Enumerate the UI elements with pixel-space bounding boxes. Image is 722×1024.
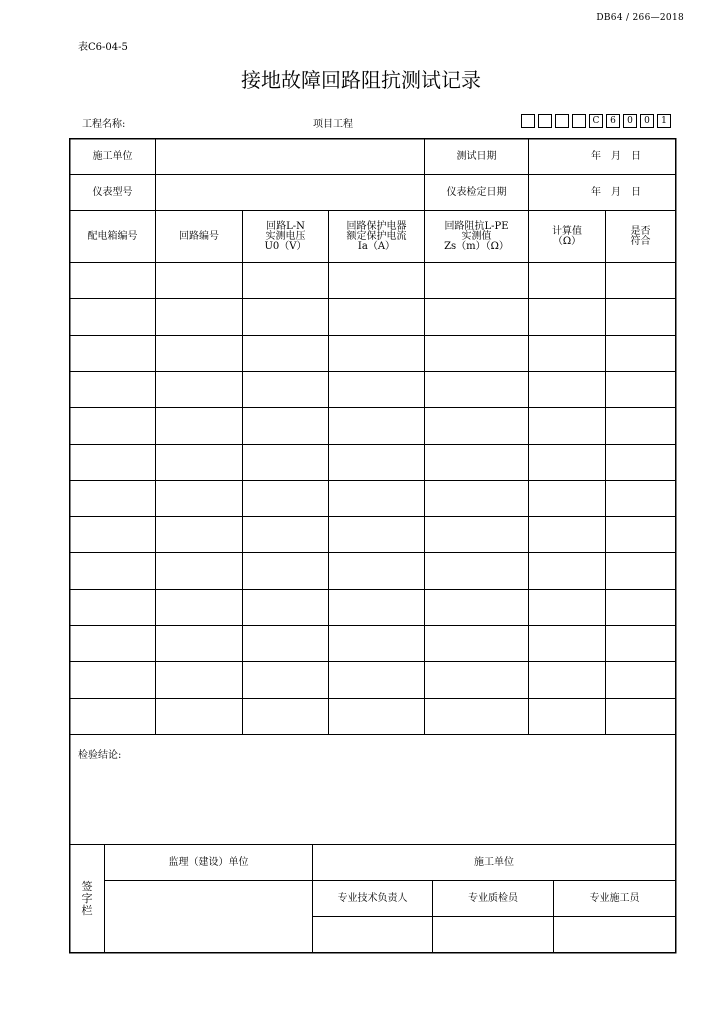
table-cell[interactable] xyxy=(529,626,605,661)
table-cell[interactable] xyxy=(329,699,424,734)
table-cell[interactable] xyxy=(529,662,605,697)
table-cell[interactable] xyxy=(156,299,242,334)
instrument-model-field[interactable] xyxy=(156,175,424,210)
table-cell[interactable] xyxy=(156,626,242,661)
quality-inspector-label: 专业质检员 xyxy=(468,893,518,904)
table-cell[interactable] xyxy=(243,699,328,734)
construction-worker-label: 专业施工员 xyxy=(589,893,640,904)
table-cell[interactable] xyxy=(70,445,155,480)
quality-inspector-signature[interactable] xyxy=(433,917,553,952)
table-cell[interactable] xyxy=(243,408,328,443)
table-cell[interactable] xyxy=(70,626,155,661)
table-cell[interactable] xyxy=(70,517,155,552)
project-name-label: 工程名称: xyxy=(82,119,126,130)
table-cell[interactable] xyxy=(529,590,605,625)
table-cell[interactable] xyxy=(529,372,605,407)
construction-unit-field[interactable] xyxy=(156,139,424,174)
table-cell[interactable] xyxy=(425,553,528,588)
table-cell[interactable] xyxy=(243,263,328,298)
table-cell[interactable] xyxy=(329,590,424,625)
table-cell[interactable] xyxy=(243,553,328,588)
table-cell[interactable] xyxy=(425,445,528,480)
table-cell[interactable] xyxy=(529,299,605,334)
table-cell[interactable] xyxy=(156,263,242,298)
table-cell[interactable] xyxy=(329,299,424,334)
table-cell[interactable] xyxy=(243,336,328,371)
table-cell[interactable] xyxy=(329,263,424,298)
code-box[interactable]: 0 xyxy=(640,114,654,128)
table-cell[interactable] xyxy=(243,662,328,697)
table-cell[interactable] xyxy=(243,517,328,552)
table-cell[interactable] xyxy=(329,662,424,697)
table-cell[interactable] xyxy=(70,699,155,734)
table-cell[interactable] xyxy=(425,481,528,516)
construction-unit-sign-label: 施工单位 xyxy=(474,857,514,868)
table-cell[interactable] xyxy=(425,699,528,734)
table-cell[interactable] xyxy=(529,553,605,588)
table-cell[interactable] xyxy=(156,336,242,371)
construction-unit-label: 施工单位 xyxy=(92,151,133,162)
table-cell[interactable] xyxy=(606,699,675,734)
table-cell[interactable] xyxy=(529,699,605,734)
table-cell[interactable] xyxy=(529,263,605,298)
table-cell[interactable] xyxy=(70,481,155,516)
table-cell[interactable] xyxy=(425,408,528,443)
table-cell[interactable] xyxy=(156,590,242,625)
technical-lead-label: 专业技术负责人 xyxy=(337,893,408,904)
table-cell[interactable] xyxy=(70,263,155,298)
table-cell[interactable] xyxy=(156,372,242,407)
table-cell[interactable] xyxy=(156,408,242,443)
supervision-unit-label: 监理（建设）单位 xyxy=(168,857,249,868)
table-cell[interactable] xyxy=(70,590,155,625)
table-cell[interactable] xyxy=(329,517,424,552)
table-cell[interactable] xyxy=(243,445,328,480)
test-date-label: 测试日期 xyxy=(456,151,497,162)
col-header-protection-current: 回路保护电器 额定保护电流 Ia（A） xyxy=(346,220,407,252)
code-box[interactable]: 0 xyxy=(623,114,637,128)
table-cell[interactable] xyxy=(156,445,242,480)
form-number: 表C6-04-5 xyxy=(78,42,128,53)
col-header-compliant: 是否 符合 xyxy=(630,225,651,247)
table-cell[interactable] xyxy=(70,553,155,588)
table-cell[interactable] xyxy=(606,590,675,625)
table-cell[interactable] xyxy=(606,481,675,516)
table-cell[interactable] xyxy=(606,336,675,371)
table-cell[interactable] xyxy=(425,626,528,661)
table-cell[interactable] xyxy=(606,372,675,407)
conclusion-label: 检验结论: xyxy=(78,750,122,761)
table-cell[interactable] xyxy=(329,372,424,407)
test-date-field[interactable]: 年 月 日 xyxy=(591,151,641,162)
table-cell[interactable] xyxy=(529,517,605,552)
supervision-signature-field[interactable] xyxy=(105,881,312,952)
table-cell[interactable] xyxy=(329,481,424,516)
table-cell[interactable] xyxy=(156,517,242,552)
table-cell[interactable] xyxy=(329,445,424,480)
table-cell[interactable] xyxy=(156,481,242,516)
table-cell[interactable] xyxy=(243,590,328,625)
code-box[interactable]: 6 xyxy=(606,114,620,128)
table-cell[interactable] xyxy=(425,372,528,407)
code-box[interactable]: 1 xyxy=(657,114,671,128)
table-cell[interactable] xyxy=(529,445,605,480)
table-cell[interactable] xyxy=(70,299,155,334)
technical-lead-signature[interactable] xyxy=(313,917,432,952)
col-header-ln-voltage: 回路L-N 实测电压 U0（V） xyxy=(264,220,307,252)
table-cell[interactable] xyxy=(606,662,675,697)
table-cell[interactable] xyxy=(606,263,675,298)
table-cell[interactable] xyxy=(529,408,605,443)
standard-code: DB64 / 266—2018 xyxy=(596,13,684,23)
table-cell[interactable] xyxy=(425,590,528,625)
table-cell[interactable] xyxy=(425,517,528,552)
table-cell[interactable] xyxy=(529,336,605,371)
table-cell[interactable] xyxy=(329,336,424,371)
table-cell[interactable] xyxy=(329,553,424,588)
construction-worker-signature[interactable] xyxy=(554,917,675,952)
calibration-date-field[interactable]: 年 月 日 xyxy=(591,187,641,198)
table-cell[interactable] xyxy=(243,299,328,334)
conclusion-field[interactable] xyxy=(70,760,675,844)
table-cell[interactable] xyxy=(243,481,328,516)
col-header-loop-impedance: 回路阻抗L-PE 实测值 Zs（m）（Ω） xyxy=(444,220,509,252)
table-cell[interactable] xyxy=(243,372,328,407)
col-header-calculated: 计算值 （Ω） xyxy=(552,225,582,247)
col-header-distribution-box: 配电箱编号 xyxy=(87,230,138,242)
table-cell[interactable] xyxy=(425,336,528,371)
table-cell[interactable] xyxy=(606,445,675,480)
table-cell[interactable] xyxy=(156,553,242,588)
table-cell[interactable] xyxy=(156,699,242,734)
signature-side-label: 签字栏 xyxy=(81,879,93,917)
table-cell[interactable] xyxy=(329,626,424,661)
table-cell[interactable] xyxy=(70,372,155,407)
table-cell[interactable] xyxy=(425,662,528,697)
table-cell[interactable] xyxy=(70,408,155,443)
table-cell[interactable] xyxy=(606,299,675,334)
code-box[interactable]: C xyxy=(589,114,603,128)
instrument-model-label: 仪表型号 xyxy=(92,187,133,198)
table-cell[interactable] xyxy=(606,626,675,661)
table-cell[interactable] xyxy=(329,408,424,443)
col-header-circuit-no: 回路编号 xyxy=(179,230,219,242)
table-cell[interactable] xyxy=(606,517,675,552)
table-cell[interactable] xyxy=(70,662,155,697)
table-cell[interactable] xyxy=(425,299,528,334)
project-name-value: 项目工程 xyxy=(313,119,353,130)
table-cell[interactable] xyxy=(156,662,242,697)
table-cell[interactable] xyxy=(243,626,328,661)
table-cell[interactable] xyxy=(70,336,155,371)
table-cell[interactable] xyxy=(606,408,675,443)
table-cell[interactable] xyxy=(606,553,675,588)
table-cell[interactable] xyxy=(529,481,605,516)
page-title: 接地故障回路阻抗测试记录 xyxy=(241,68,481,92)
table-cell[interactable] xyxy=(425,263,528,298)
calibration-date-label: 仪表检定日期 xyxy=(446,187,507,198)
